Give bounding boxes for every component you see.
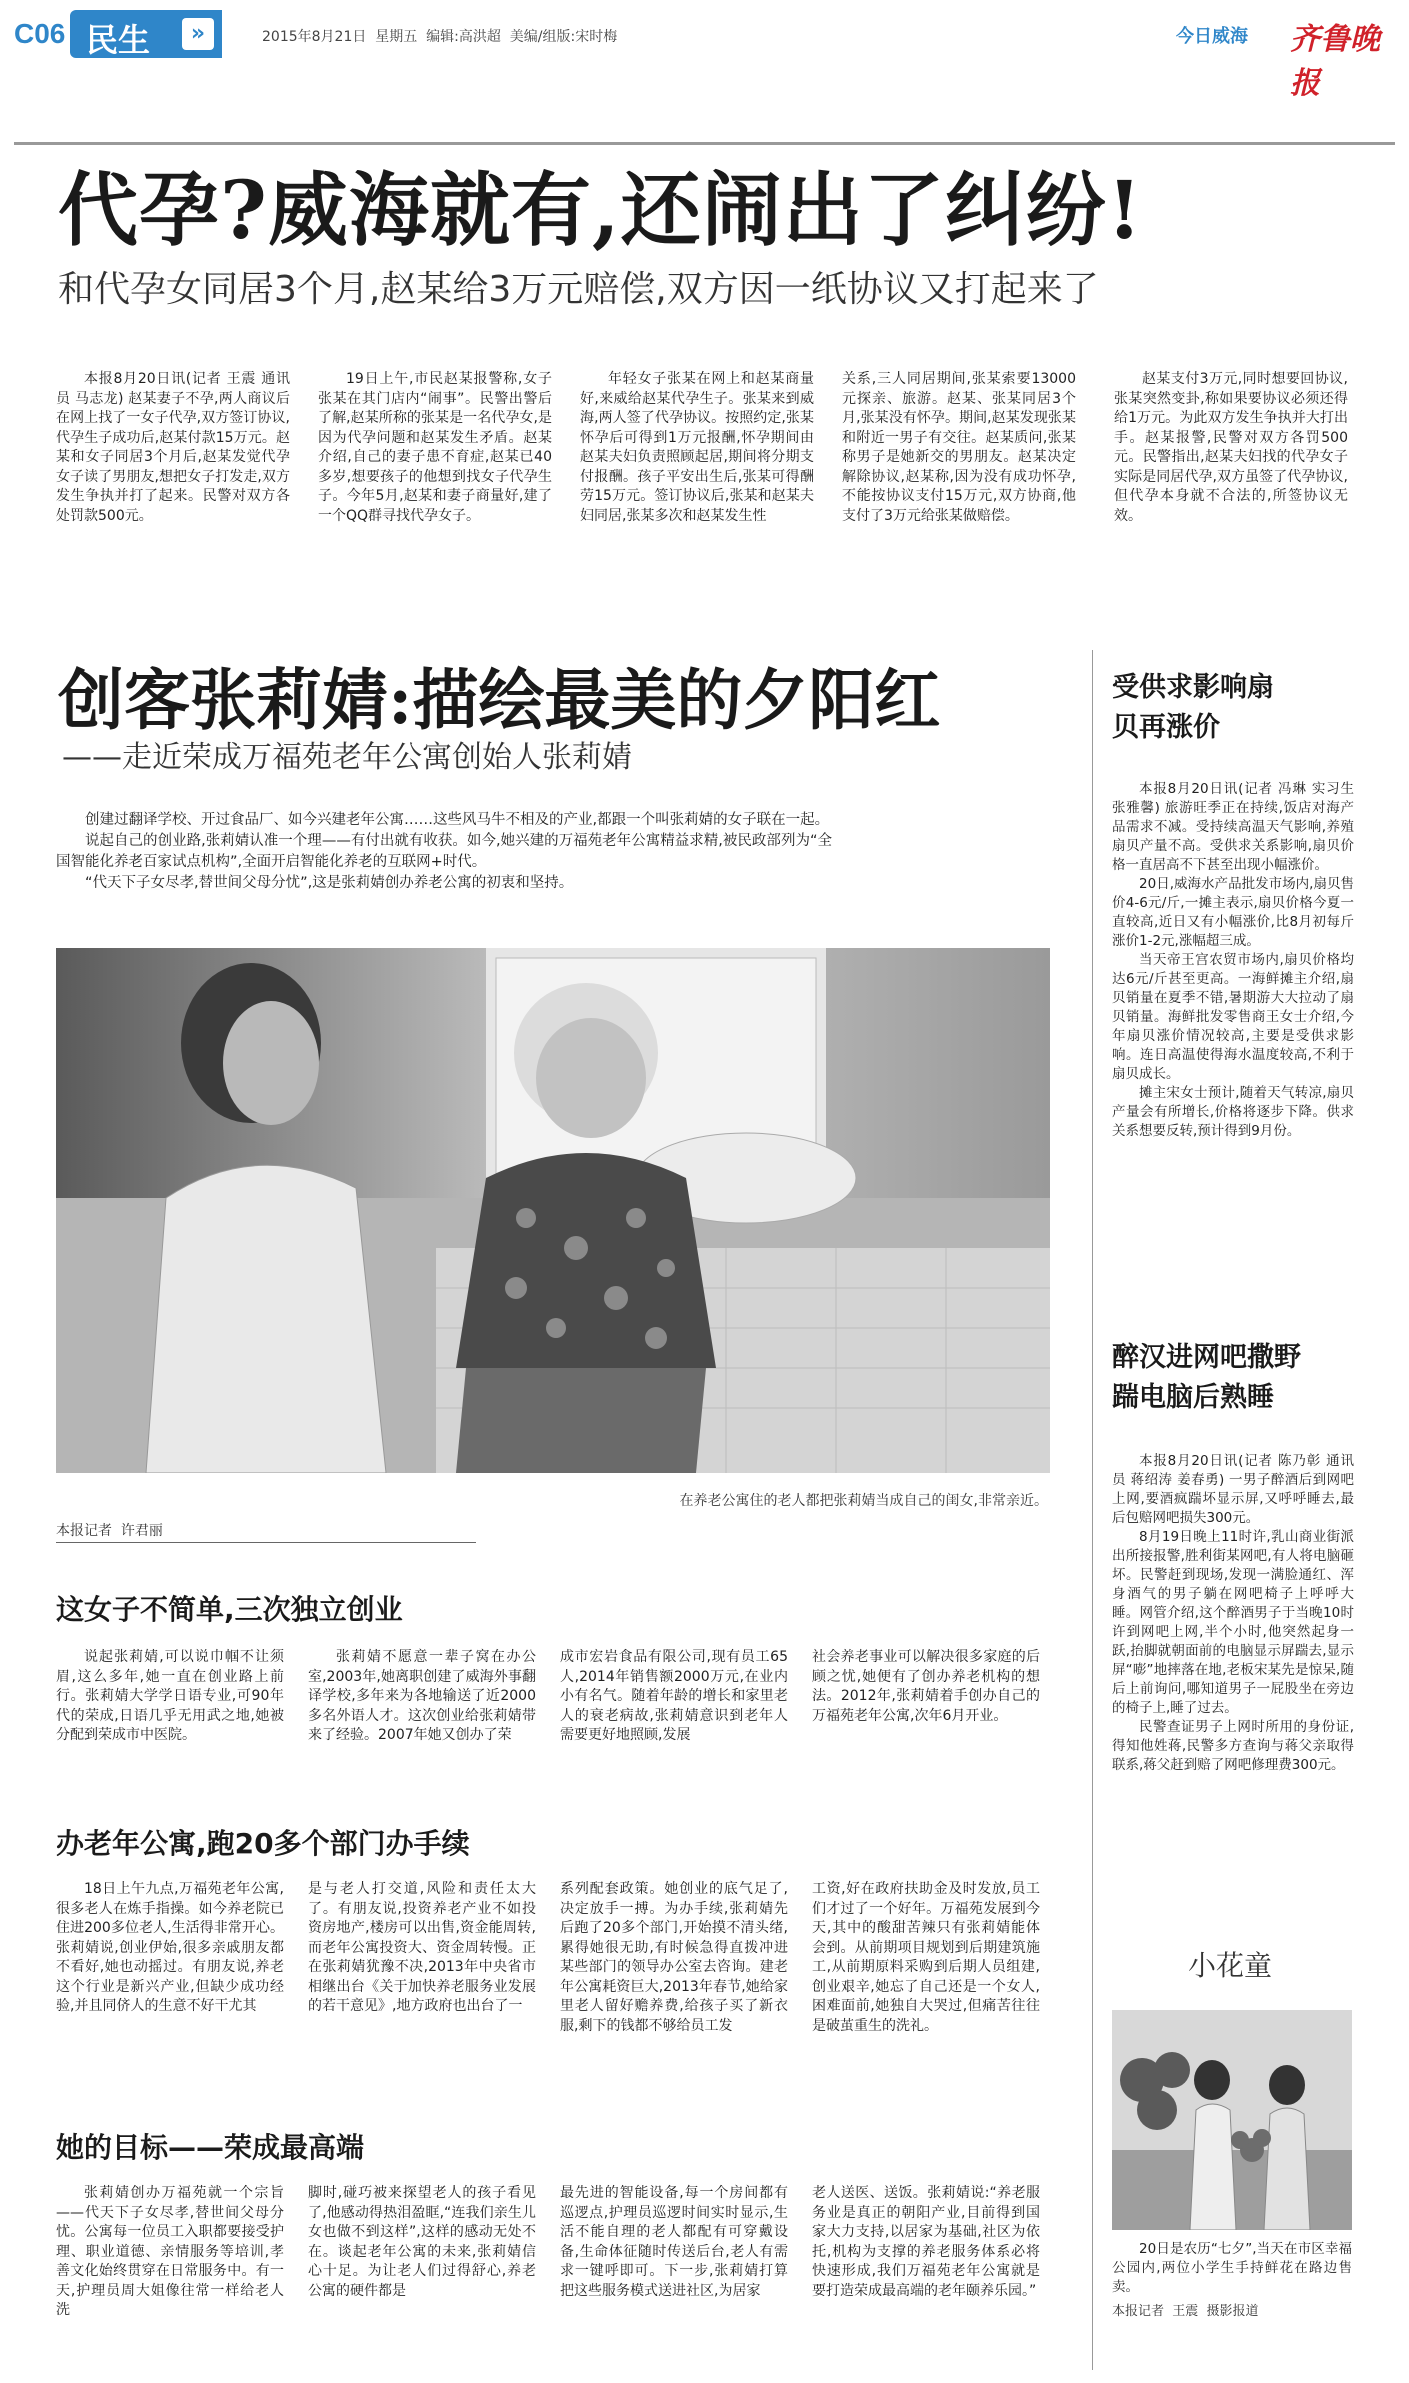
story4-headline: 醉汉进网吧撒野踹电脑后熟睡 <box>1112 1342 1301 1413</box>
story2-sec2-col-2: 是与老人打交道,风险和责任太大了。有朋友说,投资养老产业不如投资房地产,楼房可以出售,资金能周转,而老年公寓投资大、资金周转慢。正在张莉婧犹豫不决,2013年中央省市相继出台《关于加快养老服务业发展的若干意见》,地方政府也出台了一 <box>308 1881 536 2014</box>
story2-photo-caption: 在养老公寓住的老人都把张莉婧当成自己的闺女,非常亲近。 <box>679 1493 1048 1509</box>
story2-photo <box>56 948 1050 1473</box>
story5-byline: 本报记者 王震 摄影报道 <box>1112 2304 1259 2319</box>
section-title: 民生 <box>86 21 151 59</box>
story5-photo-illustration <box>1112 2010 1352 2230</box>
page-meta: 2015年8月21日 星期五 编辑:高洪超 美编/组版:宋时梅 <box>262 29 618 45</box>
page-number: C06 <box>14 18 66 49</box>
story2-sec3-col-3: 最先进的智能设备,每一个房间都有巡逻点,护理员巡逻时间实时显示,生活不能自理的老人都配有可穿戴设备,生命体征随时传送后台,老人有需求一键呼即可。下一步,张莉婧打算把这些服务模式送进社区,为居家 <box>560 2185 788 2299</box>
story3-headline: 受供求影响扇贝再涨价 <box>1112 672 1274 743</box>
story3-p2: 20日,威海水产品批发市场内,扇贝售价4-6元/斤,一摊主表示,扇贝价格今夏一直较高,近日又有小幅涨价,比8月初每斤涨价1-2元,涨幅超三成。 <box>1112 876 1354 949</box>
story2-intro <box>56 810 832 894</box>
story3-body <box>1112 780 1354 1141</box>
story3-p4: 摊主宋女士预计,随着天气转凉,扇贝产量会有所增长,价格将逐步下降。供求关系想要反转,预计得到9月份。 <box>1112 1085 1354 1139</box>
story2-byline: 本报记者 许君丽 <box>56 1523 163 1539</box>
story2-photo-illustration <box>56 948 1050 1473</box>
story2-sec3-col-4: 老人送医、送饭。张莉婧说:“养老服务业是真正的朝阳产业,目前得到国家大力支持,以居家为基础,社区为依托,机构为支撑的养老服务体系必将快速形成,我们万福苑老年公寓就是要打造荣成最高端的老年颐养乐园。” <box>812 2185 1040 2299</box>
section-double-arrow-icon: » <box>182 18 214 50</box>
story2-intro-p3: “代天下子女尽孝,替世间父母分忧”,这是张莉婧创办养老公寓的初衷和坚持。 <box>85 875 574 891</box>
story2-section3-title: 她的目标——荣成最高端 <box>56 2131 365 2164</box>
column-divider <box>1092 650 1093 2370</box>
story1-headline: 代孕?威海就有,还闹出了纠纷! <box>58 163 1143 257</box>
story5-caption: 20日是农历“七夕”,当天在市区幸福公园内,两位小学生手持鲜花在路边售卖。 <box>1112 2241 1352 2295</box>
story4-p3: 民警查证男子上网时所用的身份证,得知他姓蒋,民警多方查询与蒋父亲取得联系,蒋父赶到赔了网吧修理费300元。 <box>1112 1719 1354 1773</box>
story4-p2: 8月19日晚上11时许,乳山商业街派出所接报警,胜利街某网吧,有人将电脑砸坏。民警赶到现场,发现一满脸通红、浑身酒气的男子躺在网吧椅子上呼呼大睡。网管介绍,这个醉酒男子于当晚10时许到网吧上网,半个小时,他突然起身一跃,抬脚就朝面前的电脑显示屏踹去,显示屏“嘭”地摔落在地,老板宋某先是惊呆,随后上前询问,哪知道男子一屁股坐在旁边的椅子上,睡了过去。 <box>1112 1529 1354 1716</box>
byline-rule <box>56 1542 476 1543</box>
story2-subhead: ——走近荣成万福苑老年公寓创始人张莉婧 <box>62 740 632 775</box>
section-tab <box>70 10 222 58</box>
edition-name: 今日威海 <box>1176 26 1248 47</box>
story1-col-5: 赵某支付3万元,同时想要回协议,张某突然变卦,称如果要协议必须还得给1万元。为此双方发生争执并大打出手。赵某报警,民警对双方各罚500元。民警指出,赵某夫妇找的代孕女子实际是同居代孕,双方虽签了代孕协议,但代孕本身就不合法的,所签协议无效。 <box>1114 371 1348 524</box>
story2-sec1-col-3: 成市宏岩食品有限公司,现有员工65人,2014年销售额2000万元,在业内小有名气。随着年龄的增长和家里老人的衰老病故,张莉婧意识到老年人需要更好地照顾,发展 <box>560 1649 788 1743</box>
header-divider <box>14 142 1395 145</box>
story1-subhead: 和代孕女同居3个月,赵某给3万元赔偿,双方因一纸协议又打起来了 <box>58 269 1099 310</box>
story2-sec1-col-4: 社会养老事业可以解决很多家庭的后顾之忧,她便有了创办养老机构的想法。2012年,张莉婧着手创办自己的万福苑老年公寓,次年6月开业。 <box>812 1649 1040 1724</box>
story1-col-3: 年轻女子张某在网上和赵某商量好,来威给赵某代孕生子。张某来到威海,两人签了代孕协议。按照约定,张某怀孕后可得到1万元报酬,怀孕期间由赵某夫妇负责照顾起居,期间将分期支付报酬。孩子平安出生后,张某可得酬劳15万元。签订协议后,张某和赵某夫妇同居,张某多次和赵某发生性 <box>580 371 814 524</box>
story3-p3: 当天帝王宫农贸市场内,扇贝价格均达6元/斤甚至更高。一海鲜摊主介绍,扇贝销量在夏季不错,暑期游大大拉动了扇贝销量。海鲜批发零售商王女士介绍,今年扇贝涨价情况较高,主要是受供求影响。连日高温使得海水温度较高,不利于扇贝成长。 <box>1112 952 1354 1082</box>
story1-col-1: 本报8月20日讯(记者 王震 通讯员 马志龙) 赵某妻子不孕,两人商议后在网上找了一女子代孕,双方签订协议,代孕生子成功后,赵某付款15万元。赵某和女子同居3个月后,赵某发觉代孕女子读了男朋友,想把女子打发走,双方发生争执并打了起来。民警对双方各处罚款500元。 <box>56 371 290 524</box>
story5-title: 小花童 <box>1188 1949 1273 1982</box>
story4-body <box>1112 1452 1354 1775</box>
story2-sec2-col-4: 工资,好在政府扶助金及时发放,员工们才过了一个好年。万福苑发展到今天,其中的酸甜苦辣只有张莉婧能体会到。从前期项目规划到后期建筑施工,从前期原料采购到后期人员组建,创业艰辛,她忘了自己还是一个女人,困难面前,她独自大哭过,但痛苦往往是破茧重生的洗礼。 <box>812 1881 1040 2034</box>
story5-photo <box>1112 2010 1352 2230</box>
story2-section2-title: 办老年公寓,跑20多个部门办手续 <box>56 1827 470 1860</box>
newspaper-logo: 齐鲁晚报 <box>1290 22 1380 101</box>
story2-sec2-col-1: 18日上午九点,万福苑老年公寓,很多老人在炼手指操。如今养老院已住进200多位老人,生活得非常开心。张莉婧说,创业伊始,很多亲戚朋友都不看好,她也动摇过。有朋友说,养老这个行业是新兴产业,但缺少成功经验,并且同侪人的生意不好干尤其 <box>56 1881 284 2014</box>
story3-p1: 本报8月20日讯(记者 冯琳 实习生 张雅馨) 旅游旺季正在持续,饭店对海产品需求不减。受持续高温天气影响,养殖扇贝产量不高。受供求关系影响,扇贝价格一直居高不下甚至出现小幅涨价。 <box>1112 781 1354 873</box>
story2-section1-title: 这女子不简单,三次独立创业 <box>56 1593 403 1626</box>
story2-headline: 创客张莉婧:描绘最美的夕阳红 <box>58 661 941 739</box>
story2-sec2-col-3: 系列配套政策。她创业的底气足了,决定放手一搏。为办手续,张莉婧先后跑了20多个部门,开始摸不清头绪,累得她很无助,有时候急得直拨冲进某些部门的领导办公室去咨询。建老年公寓耗资巨大,2013年春节,她给家里老人留好赡养费,给孩子买了新衣服,剩下的钱都不够给员工发 <box>560 1881 788 2034</box>
story4-p1: 本报8月20日讯(记者 陈乃彰 通讯员 蒋绍涛 姜春勇) 一男子醉酒后到网吧上网,要酒疯踹坏显示屏,又呼呼睡去,最后包赔网吧损失300元。 <box>1112 1453 1354 1526</box>
story2-intro-p2: 说起自己的创业路,张莉婧认准一个理——有付出就有收获。如今,她兴建的万福苑老年公寓精益求精,被民政部列为“全国智能化养老百家试点机构”,全面开启智能化养老的互联网+时代。 <box>56 833 832 870</box>
story2-sec3-col-2: 脚时,碰巧被来探望老人的孩子看见了,他感动得热泪盈眶,“连我们亲生儿女也做不到这样”,这样的感动无处不在。谈起老年公寓的未来,张莉婧信心十足。为让老人们过得舒心,养老公寓的硬件都是 <box>308 2185 536 2299</box>
story1-col-2: 19日上午,市民赵某报警称,女子张某在其门店内“闹事”。民警出警后了解,赵某所称的张某是一名代孕女,是因为代孕问题和赵某发生矛盾。赵某介绍,自己的妻子患不育症,赵某已40多岁,想要孩子的他想到找女子代孕生子。今年5月,赵某和妻子商量好,建了一个QQ群寻找代孕女子。 <box>318 371 552 524</box>
story1-col-4: 关系,三人同居期间,张某索要13000元探亲、旅游。赵某、张某同居3个月,张某没有怀孕。期间,赵某发现张某和附近一男子有交往。赵某质问,张某称男子是她新交的男朋友。赵某决定解除协议,赵某称,因为没有成功怀孕,不能按协议支付15万元,双方协商,他支付了3万元给张某做赔偿。 <box>842 371 1076 524</box>
story2-sec1-col-1: 说起张莉婧,可以说巾帼不让须眉,这么多年,她一直在创业路上前行。张莉婧大学学日语专业,可90年代的荣成,日语几乎无用武之地,她被分配到荣成市中医院。 <box>56 1649 284 1743</box>
story2-sec3-col-1: 张莉婧创办万福苑就一个宗旨——代天下子女尽孝,替世间父母分忧。公寓每一位员工入职都要接受护理、职业道德、亲情服务等培训,孝善文化始终贯穿在日常服务中。有一天,护理员周大姐像往常一样给老人洗 <box>56 2185 284 2318</box>
page-header <box>0 0 1409 101</box>
story2-sec1-col-2: 张莉婧不愿意一辈子窝在办公室,2003年,她离职创建了威海外事翻译学校,多年来为各地输送了近2000多名外语人才。这次创业给张莉婧带来了经验。2007年她又创办了荣 <box>308 1649 536 1743</box>
story2-intro-p1: 创建过翻译学校、开过食品厂、如今兴建老年公寓……这些风马牛不相及的产业,都跟一个叫张莉婧的女子联在一起。 <box>85 812 830 828</box>
